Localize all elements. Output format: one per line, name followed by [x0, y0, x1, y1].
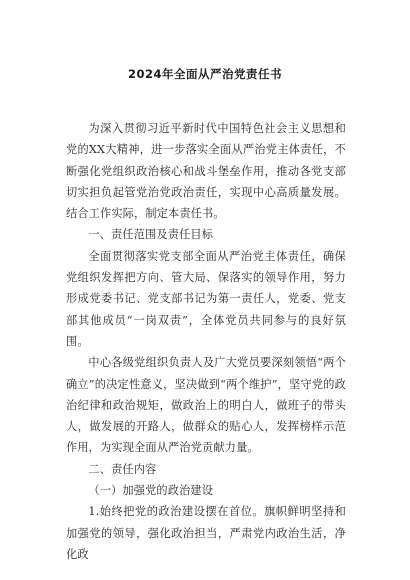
scope-paragraph-1: 全面贯彻落实党支部全面从严治党主体责任，确保党组织发挥把方向、管大局、保落实的领导作用，努力形成党委书记、党支部书记为第一责任人，党委、党支部其他成员“一岗双责”，全体党员共同参与的良好氛围。 — [66, 249, 346, 348]
document-body — [66, 118, 346, 565]
intro-paragraph: 为深入贯彻习近平新时代中国特色社会主义思想和党的XX大精神，进一步落实全面从严治党主体责任，不断强化党组织政治核心和战斗堡垒作用，推动各党支部切实担负起管党治党政治责任，实现中心高质量发展。结合工作实际，制定本责任书。 — [66, 122, 346, 221]
subsection-heading-political: （一）加强党的政治建设 — [88, 484, 214, 498]
content-paragraph-1: 1.始终把党的政治建设摆在首位。旗帜鲜明坚持和加强党的领导，强化政治担当，严肃党内政治生活，净化政 — [66, 505, 346, 561]
document-title: 2024年全面从严治党责任书 — [127, 67, 282, 81]
section-heading-content: 二、责任内容 — [88, 462, 157, 476]
section-heading-scope: 一、责任范围及责任目标 — [88, 228, 214, 242]
scope-paragraph-2: 中心各级党组织负责人及广大党员要深刻领悟“两个确立”的决定性意义，坚决做到“两个维护”，坚守党的政治纪律和政治规矩，做政治上的明白人，做班子的带头人，做发展的开路人，做群众的贴心人，发挥榜样示范作用，为实现全面从严治党贡献力量。 — [66, 356, 346, 455]
